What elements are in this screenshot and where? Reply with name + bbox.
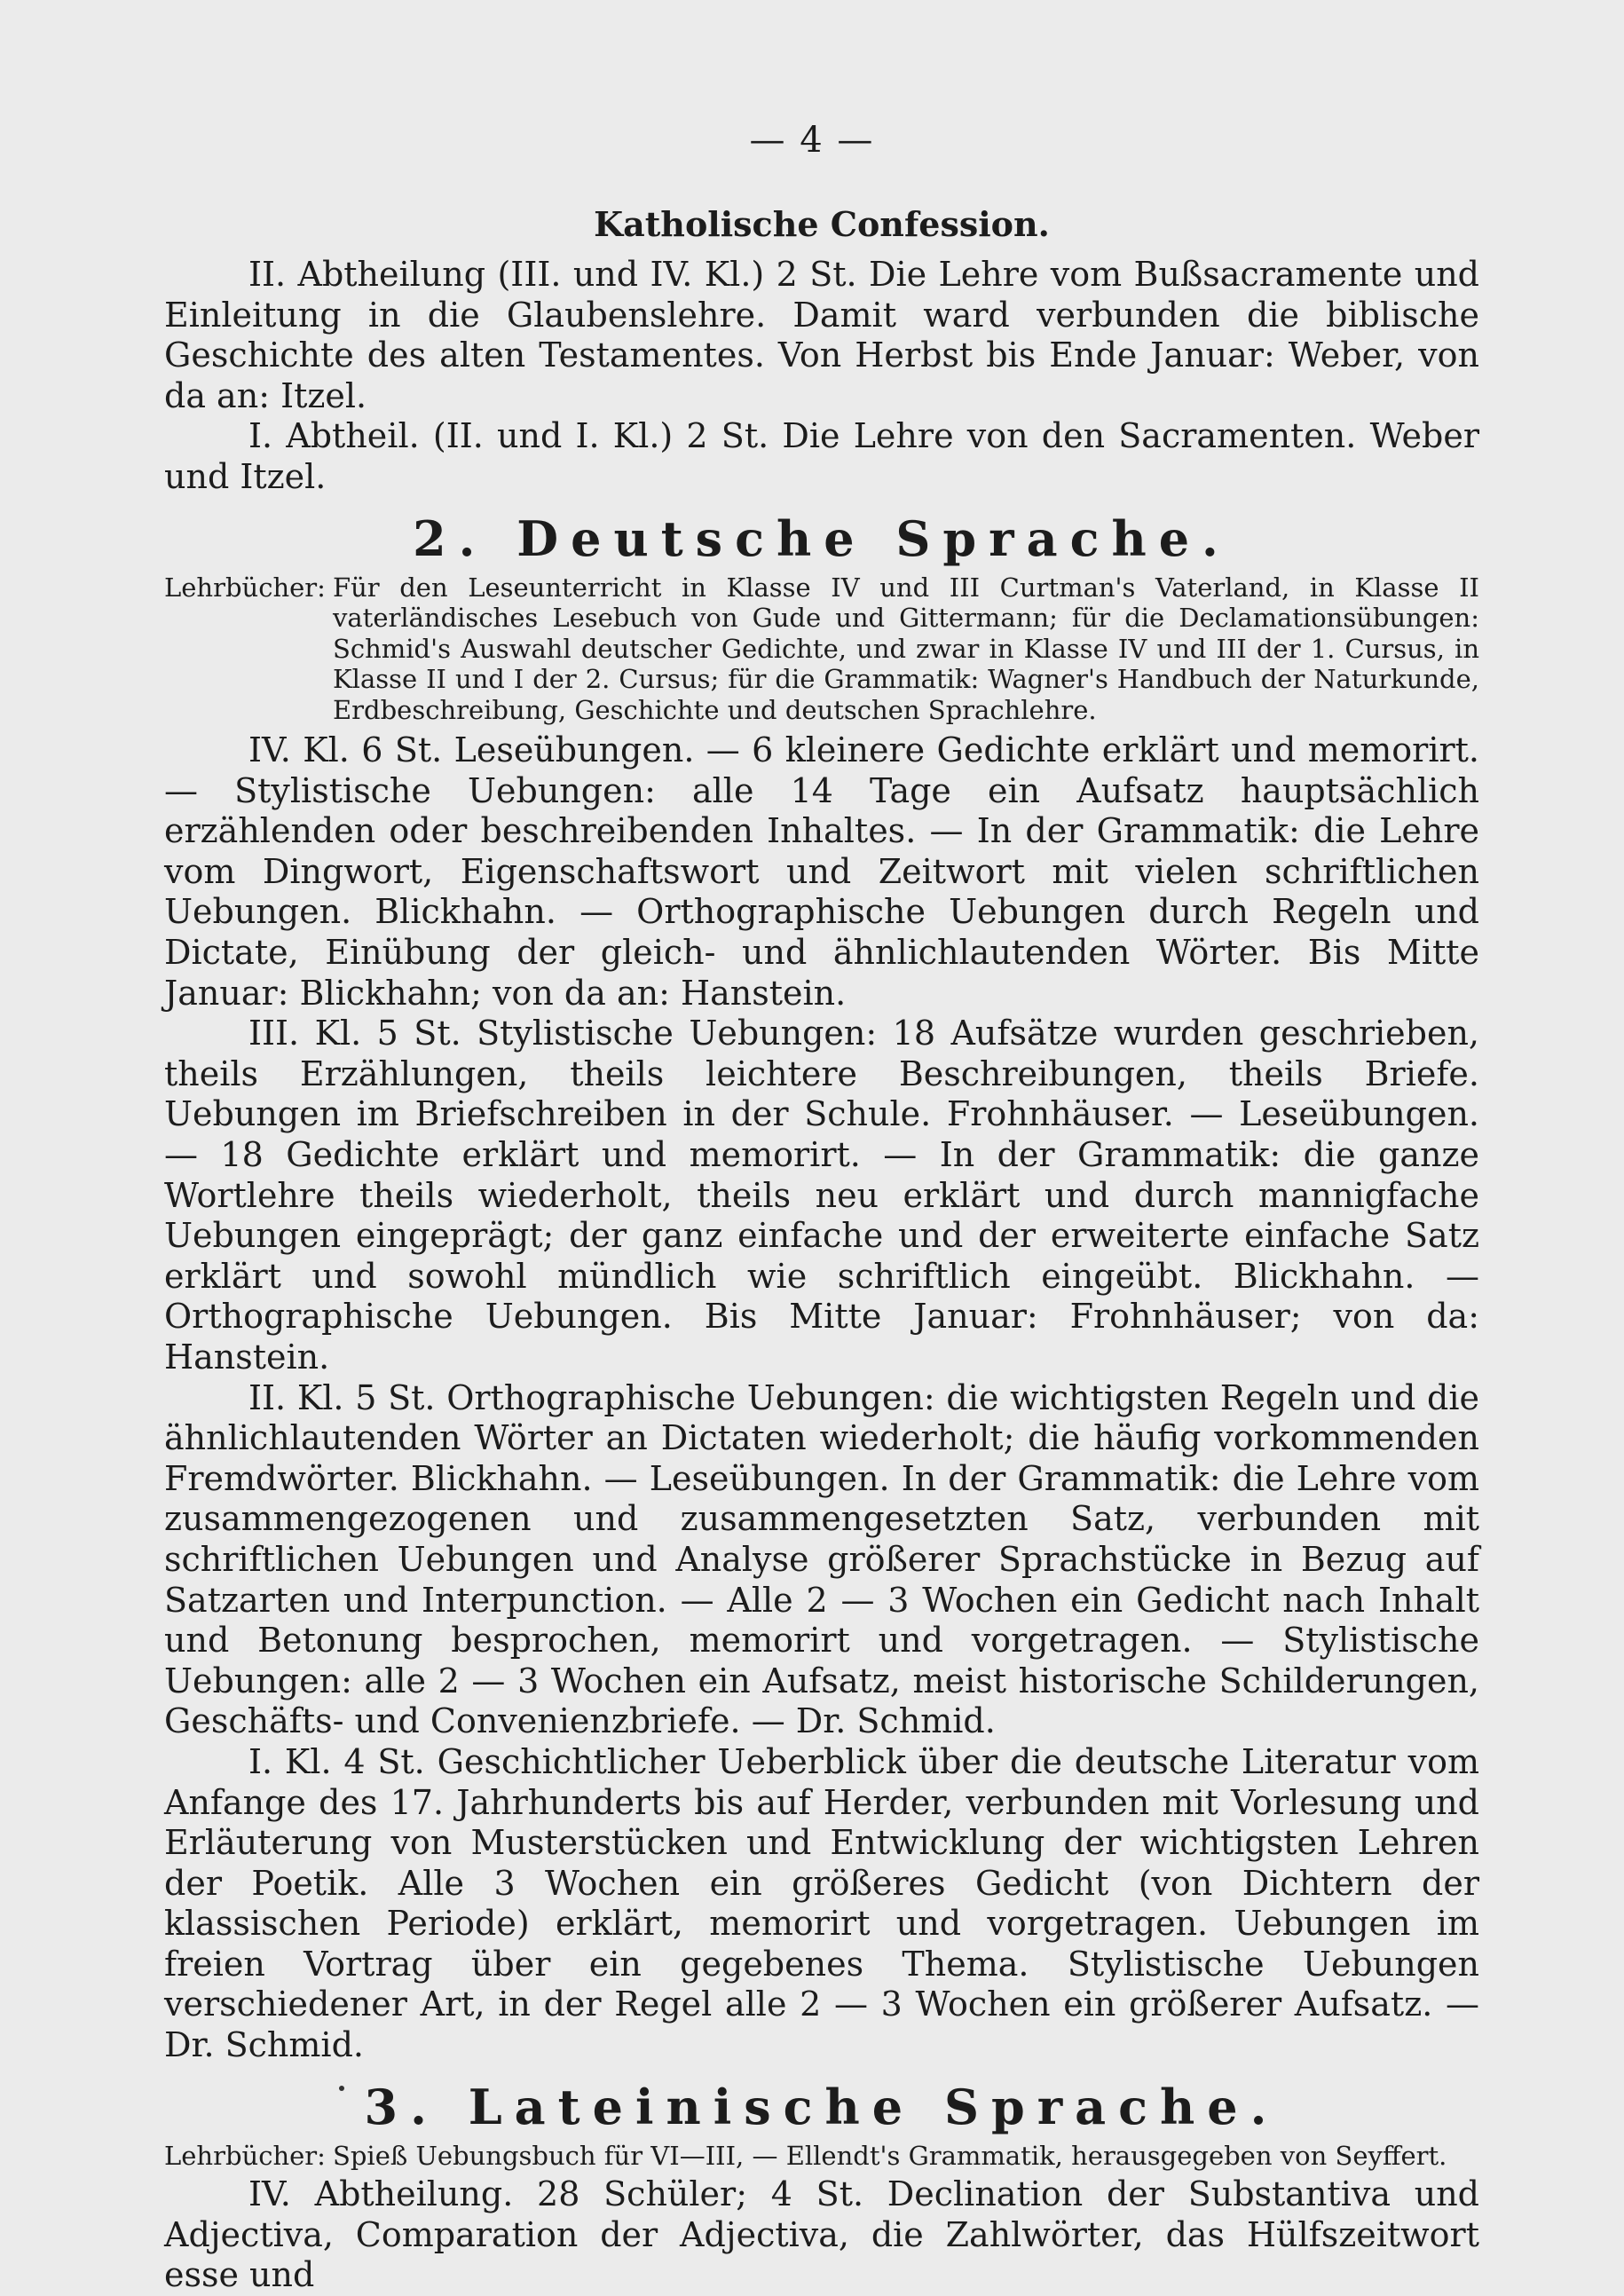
german-textbooks-text: Für den Leseunterricht in Klasse IV und III Curtman's Vaterland, in Klasse II vaterländisches Lesebuch von Gude und Gittermann; für die Declamationsübungen: Schmid's Auswahl deutscher Gedichte, und zwar in Klasse IV und III der 1. Cursus, in Klasse II und I der 2. Cursus; für die Grammatik: Wagner's Handbuch der Naturkunde, Erdbeschreibung, Geschichte und deutschen Sprachlehre. — [333, 572, 1479, 725]
catholic-confession-title: Katholische Confession. — [594, 204, 1050, 244]
german-language-heading: 2. Deutsche Sprache. — [413, 509, 1231, 567]
page-number: — 4 — — [749, 120, 875, 161]
german-class-iii: III. Kl. 5 St. Stylistische Uebungen: 18 Aufsätze wurden geschrieben, theils Erzählungen, theils leichtere Beschreibungen, theils Briefe. Uebungen im Briefschreiben in der Schule. Frohnhäuser. — Leseübungen. — 18 Gedichte erklärt und memorirt. — In der Grammatik: die ganze Wortlehre theils wiederholt, theils neu erklärt und durch mannigfache Uebungen eingeprägt; der ganz einfache und der erweiterte einfache Satz erklärt und sowohl mündlich wie schriftlich eingeübt. Blickhahn. — Orthographische Uebungen. Bis Mitte Januar: Frohnhäuser; von da: Hanstein. — [164, 1014, 1479, 1377]
latin-textbooks-label: Lehrbücher: — [164, 2140, 326, 2171]
page-content — [164, 204, 1479, 2296]
german-class-i: I. Kl. 4 St. Geschichtlicher Ueberblick über die deutsche Literatur vom Anfange des 17. Jahrhunderts bis auf Herder, verbunden mit Vorlesung und Erläuterung von Musterstücken und Entwicklung der wichtigsten Lehren der Poetik. Alle 3 Wochen ein größeres Gedicht (von Dichtern der klassischen Periode) erklärt, memorirt und vorgetragen. Uebungen im freien Vortrag über ein gegebenes Thema. Stylistische Uebungen verschiedener Art, in der Regel alle 2 — 3 Wochen ein größerer Aufsatz. — Dr. Schmid. — [164, 1741, 1479, 2065]
german-class-ii: II. Kl. 5 St. Orthographische Uebungen: die wichtigsten Regeln und die ähnlichlautenden Wörter an Dictaten wiederholt; die häufig vorkommenden Fremdwörter. Blickhahn. — Leseübungen. In der Grammatik: die Lehre vom zusammengezogenen und zusammengesetzten Satz, verbunden mit schriftlichen Uebungen und Analyse größerer Sprachstücke in Bezug auf Satzarten und Interpunction. — Alle 2 — 3 Wochen ein Gedicht nach Inhalt und Betonung besprochen, memorirt und vorgetragen. — Stylistische Uebungen: alle 2 — 3 Wochen ein Aufsatz, meist historische Schilderungen, Geschäfts- und Convenienzbriefe. — Dr. Schmid. — [164, 1377, 1479, 1741]
german-class-iv: IV. Kl. 6 St. Leseübungen. — 6 kleinere Gedichte erklärt und memorirt. — Stylistische Uebungen: alle 14 Tage ein Aufsatz hauptsächlich erzählenden oder beschreibenden Inhaltes. — In der Grammatik: die Lehre vom Dingwort, Eigenschaftswort und Zeitwort mit vielen schriftlichen Uebungen. Blickhahn. — Orthographische Uebungen durch Regeln und Dictate, Einübung der gleich- und ähnlichlautenden Wörter. Bis Mitte Januar: Blickhahn; von da an: Hanstein. — [164, 730, 1479, 1013]
latin-class-iv: IV. Abtheilung. 28 Schüler; 4 St. Declination der Substantiva und Adjectiva, Comparation der Adjectiva, die Zahlwörter, das Hülfszeitwort esse und — [164, 2174, 1479, 2295]
ink-dot — [339, 2086, 344, 2091]
german-textbooks-label: Lehrbücher: — [164, 572, 326, 603]
catholic-paragraph-2: I. Abtheil. (II. und I. Kl.) 2 St. Die Lehre von den Sacramenten. Weber und Itzel. — [164, 416, 1479, 496]
latin-language-heading: 3. Lateinische Sprache. — [364, 2078, 1280, 2135]
german-textbooks — [164, 572, 1479, 726]
catholic-paragraph-1: II. Abtheilung (III. und IV. Kl.) 2 St. Die Lehre vom Bußsacramente und Einleitung in die Glaubenslehre. Damit ward verbunden die biblische Geschichte des alten Testamentes. Von Herbst bis Ende Januar: Weber, von da an: Itzel. — [164, 255, 1479, 415]
latin-textbooks — [164, 2141, 1479, 2172]
latin-textbooks-text: Spieß Uebungsbuch für VI—III, — Ellendt's Grammatik, herausgegeben von Seyffert. — [333, 2140, 1447, 2171]
